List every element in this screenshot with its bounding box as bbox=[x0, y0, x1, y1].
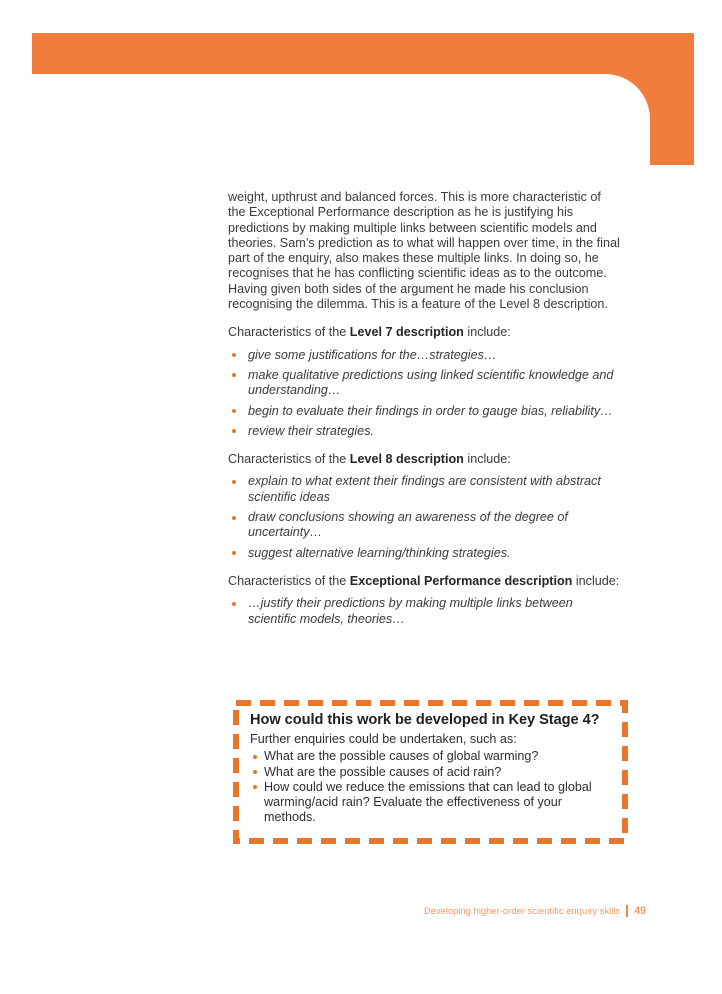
list-item-label: give some justifications for the…strategies… bbox=[248, 347, 497, 362]
list-item-label: …justify their predictions by making multiple links between scientific models, theories… bbox=[248, 596, 573, 626]
section-intro-suffix: include: bbox=[463, 325, 511, 340]
list-item bbox=[228, 348, 620, 363]
lead-paragraph: weight, upthrust and balanced forces. This is more characteristic of the Exceptional Performance description as he is justifying his predictions by making multiple links between scientific models and theories. Sam’s prediction as to what will happen over time, in the final part of the enquiry, also makes these multiple links. In doing so, he recognises that he has conflicting scientific ideas as to the outcome. Having given both sides of the argument he made his conclusion recognising the dilemma. This is a feature of the Level 8 description. bbox=[228, 190, 620, 312]
list-item-label: draw conclusions showing an awareness of the degree of uncertainty… bbox=[248, 510, 568, 540]
bullet-dot-icon bbox=[232, 429, 236, 433]
list-item bbox=[228, 546, 620, 561]
characteristics-list-exceptional-performance bbox=[228, 596, 620, 627]
page-number: 49 bbox=[634, 905, 646, 917]
bullet-dot-icon bbox=[253, 785, 257, 789]
list-item-label: What are the possible causes of global warming? bbox=[264, 749, 539, 764]
list-item bbox=[250, 780, 612, 826]
bullet-dot-icon bbox=[232, 409, 236, 413]
characteristics-list-level-8 bbox=[228, 474, 620, 560]
list-item-label: How could we reduce the emissions that can lead to global warming/acid rain? Evaluate the effectiveness of your methods. bbox=[264, 779, 592, 825]
list-item bbox=[228, 596, 620, 627]
list-item bbox=[228, 424, 620, 439]
key-stage-4-callout bbox=[233, 700, 628, 844]
callout-list bbox=[250, 749, 612, 825]
section-intro-bold: Level 8 description bbox=[349, 452, 464, 467]
header-banner bbox=[0, 0, 722, 180]
bullet-dot-icon bbox=[232, 373, 236, 377]
list-item bbox=[228, 368, 620, 399]
list-item bbox=[228, 510, 620, 541]
list-item-label: suggest alternative learning/thinking strategies. bbox=[248, 545, 511, 560]
list-item-label: review their strategies. bbox=[248, 423, 374, 438]
section-intro-prefix: Characteristics of the bbox=[228, 325, 350, 340]
list-item-label: make qualitative predictions using linked scientific knowledge and understanding… bbox=[248, 367, 614, 398]
bullet-dot-icon bbox=[232, 602, 236, 606]
callout-intro: Further enquiries could be undertaken, such as: bbox=[250, 732, 517, 746]
footer-title: Developing higher-order scientific enquiry skills bbox=[423, 906, 621, 916]
section-intro-exceptional-performance bbox=[228, 574, 620, 589]
list-item-label: What are the possible causes of acid rain? bbox=[264, 764, 502, 779]
list-item bbox=[228, 474, 620, 505]
characteristics-list-level-7 bbox=[228, 348, 620, 439]
list-item bbox=[228, 404, 620, 419]
section-intro-level-7 bbox=[228, 325, 620, 340]
section-intro-level-8 bbox=[228, 452, 620, 467]
bullet-dot-icon bbox=[232, 480, 236, 484]
section-intro-suffix: include: bbox=[572, 573, 620, 588]
main-content bbox=[228, 190, 620, 640]
list-item bbox=[250, 749, 612, 764]
bullet-dot-icon bbox=[232, 551, 236, 555]
page-footer bbox=[424, 905, 646, 917]
list-item-label: begin to evaluate their findings in order to gauge bias, reliability… bbox=[248, 403, 613, 418]
bullet-dot-icon bbox=[253, 755, 257, 759]
section-intro-bold: Level 7 description bbox=[349, 325, 464, 340]
section-intro-bold: Exceptional Performance description bbox=[349, 573, 573, 588]
bullet-dot-icon bbox=[232, 516, 236, 520]
section-intro-suffix: include: bbox=[463, 452, 511, 467]
bullet-dot-icon bbox=[232, 353, 236, 357]
section-intro-prefix: Characteristics of the bbox=[228, 573, 350, 588]
bullet-dot-icon bbox=[253, 770, 257, 774]
section-intro-prefix: Characteristics of the bbox=[228, 452, 350, 467]
footer-separator-icon bbox=[626, 905, 628, 917]
callout-heading: How could this work be developed in Key Stage 4? bbox=[250, 712, 600, 728]
orange-corner-banner-icon bbox=[0, 0, 722, 180]
list-item bbox=[250, 765, 612, 780]
list-item-label: explain to what extent their findings are consistent with abstract scientific ideas bbox=[248, 474, 601, 504]
